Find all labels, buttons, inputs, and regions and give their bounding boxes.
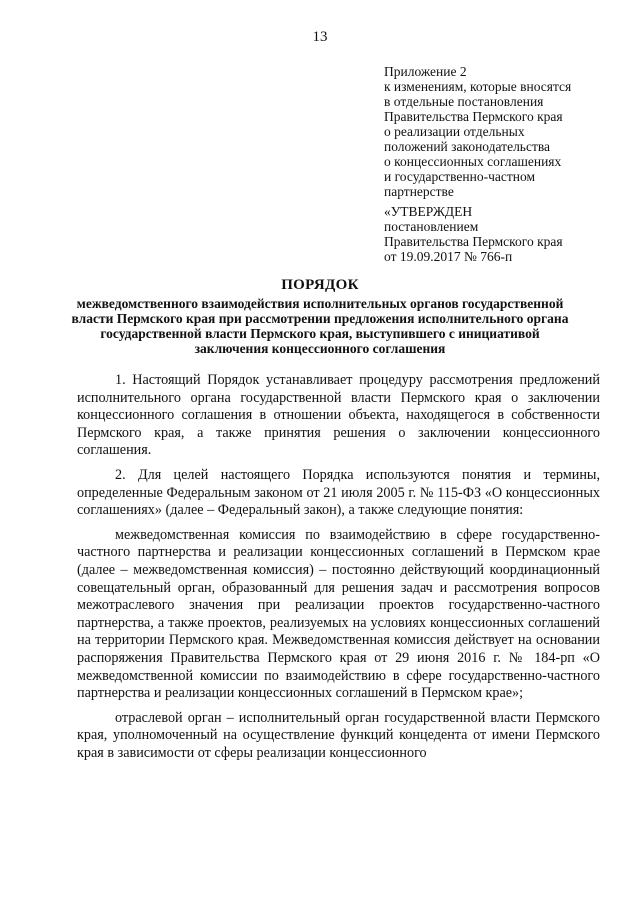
approval-line: постановлением: [384, 219, 479, 234]
paragraph: 1. Настоящий Порядок устанавливает процедуру рассмотрения предложений исполнительного органа государственной власти Пермского края о заключении концессионного соглашения в отношении объекта, находящегося в собственности Пермского края, а также принятия решения о заключении концессионного соглашения.: [77, 372, 600, 459]
approval-line: «УТВЕРЖДЕН: [384, 204, 473, 219]
appendix-header: [384, 64, 620, 199]
paragraph: отраслевой орган – исполнительный орган государственной власти Пермского края, уполномоченный на осуществление функций концедента от имени Пермского края в зависимости от сферы реализации концессионного: [77, 709, 600, 761]
appendix-line: партнерстве: [384, 184, 454, 199]
page-number: 13: [312, 29, 328, 45]
appendix-line: Приложение 2: [384, 64, 467, 79]
appendix-line: о концессионных соглашениях: [384, 154, 562, 169]
paragraph: межведомственная комиссия по взаимодействию в сфере государственно-частного партнерства и реализации концессионных соглашений в Пермском крае (далее – межведомственная комиссия) – постоянно действующий координационный совещательный орган, образованный для решения задач и рассмотрения вопросов межотраслевого значения при реализации проектов государственно-частного партнерства, а также проектов, реализуемых на условиях концессионных соглашений на территории Пермского края. Межведомственная комиссия действует на основании распоряжения Правительства Пермского края от 29 июня 2016 г. № 184-рп «О межведомственной комиссии по взаимодействию в сфере государственно-частного партнерства и реализации концессионных соглашений в Пермском крае»;: [77, 526, 600, 702]
appendix-line: в отдельные постановления: [384, 94, 544, 109]
document-subtitle: межведомственного взаимодействия исполнительных органов государственной власти Пермского края при рассмотрении предложения исполнительного органа государственной власти Пермского края, выступившего с инициативой заключения концессионного соглашения: [71, 296, 569, 356]
paragraph: 2. Для целей настоящего Порядка используются понятия и термины, определенные Федеральным законом от 21 июля 2005 г. № 115-ФЗ «О концессионных соглашениях» (далее – Федеральный закон), а также следующие понятия:: [77, 466, 600, 519]
document-body: [77, 372, 600, 769]
appendix-line: Правительства Пермского края: [384, 109, 563, 124]
document-title: ПОРЯДОК: [281, 277, 359, 293]
appendix-line: положений законодательства: [384, 139, 551, 154]
appendix-line: и государственно-частном: [384, 169, 536, 184]
approval-block: [384, 204, 620, 264]
appendix-line: к изменениям, которые вносятся: [384, 79, 572, 94]
approval-line: Правительства Пермского края: [384, 234, 563, 249]
approval-line: от 19.09.2017 № 766-п: [384, 249, 513, 264]
appendix-line: о реализации отдельных: [384, 124, 525, 139]
